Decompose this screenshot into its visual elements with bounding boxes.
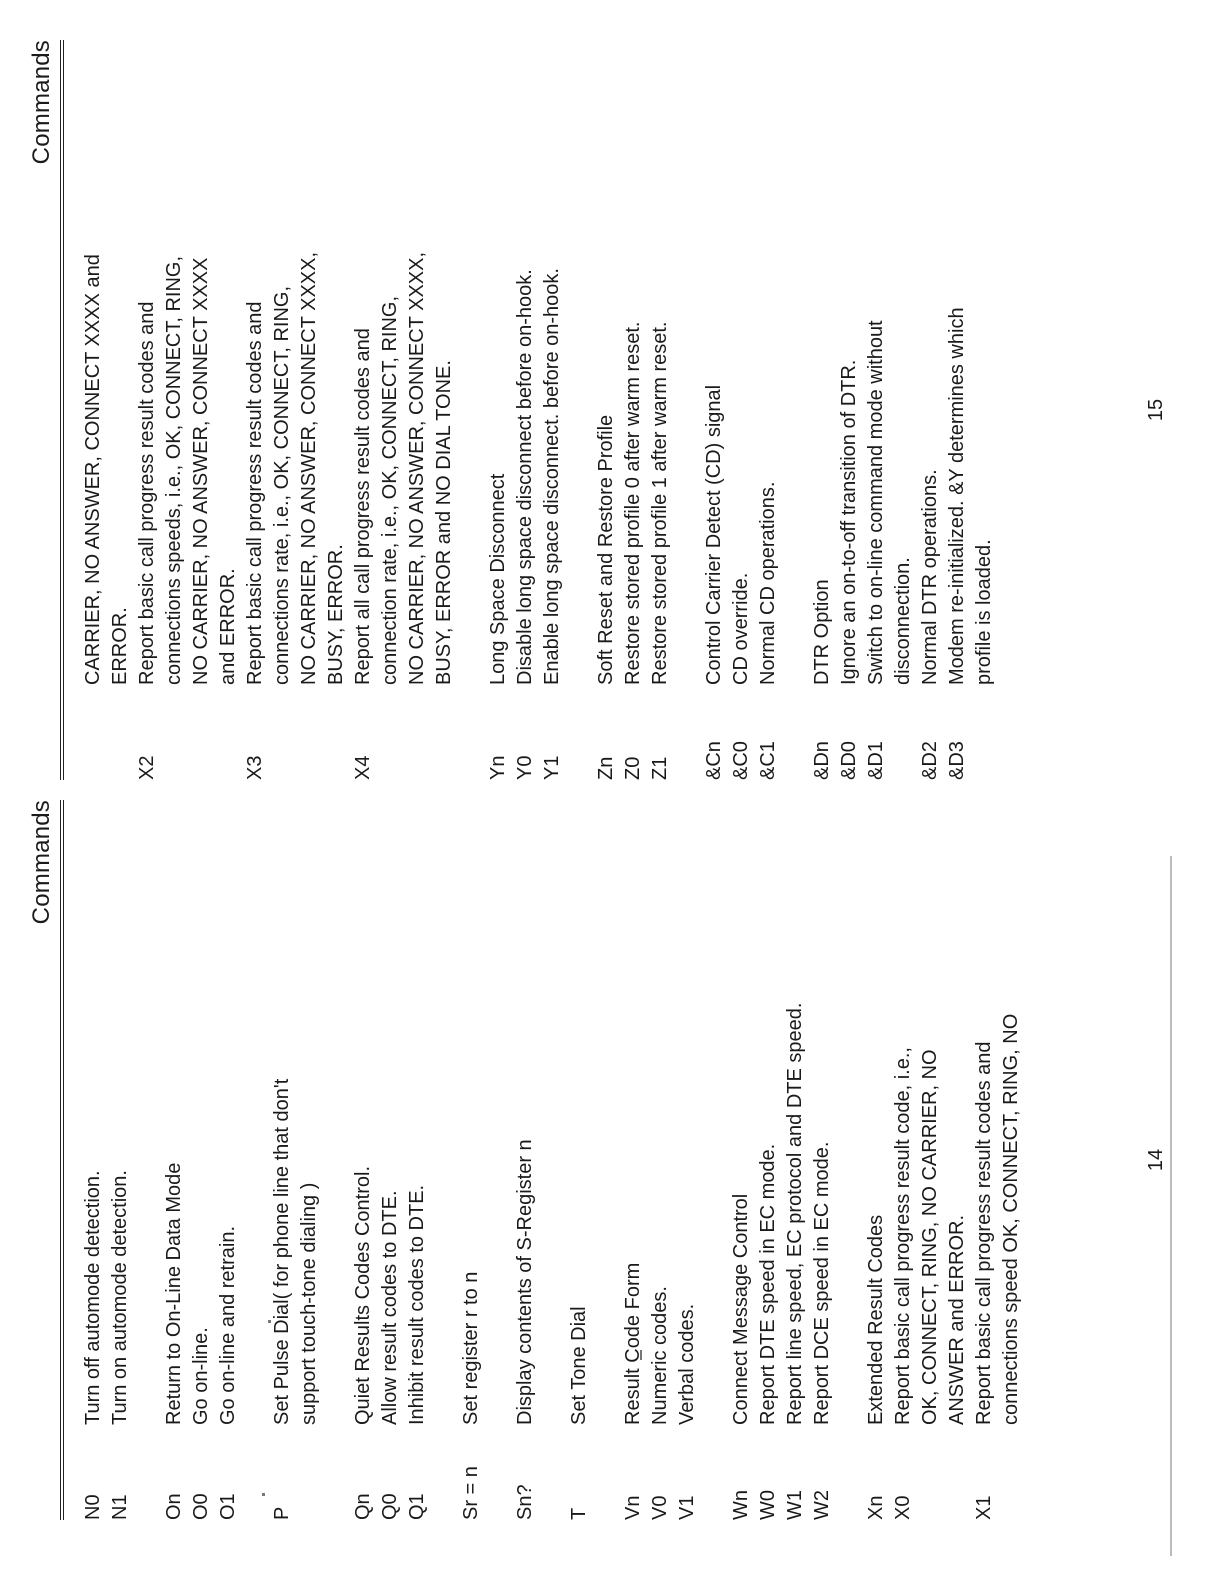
command-row [269,800,296,1520]
command-description: Turn off automode detection. [82,1170,104,1425]
command-code: V0 [649,1495,671,1520]
command-description: Verbal codes. [676,1303,698,1425]
command-code: T [568,1507,590,1520]
command-description: Normal DTR operations. [919,469,941,685]
command-row [944,800,971,1520]
command-description: Long Space Disconnect [487,473,509,685]
command-code: Zn [595,756,617,780]
command-code: Vn [622,1495,644,1520]
command-row [620,800,647,1520]
command-description: Report DCE speed in EC mode. [811,1141,833,1425]
command-description: Quiet Results Codes Control. [352,1165,374,1425]
command-code [215,685,242,780]
command-code: Yn [487,755,509,780]
command-row [188,40,215,780]
command-row [458,800,485,1520]
command-row [134,40,161,780]
command-description: NO CARRIER, NO ANSWER, CONNECT XXXX [190,257,212,685]
command-description: Go on-line. [190,1327,212,1425]
command-description: Report all call progress result codes and [352,328,374,685]
command-code: X2 [136,755,158,780]
command-row [539,40,566,780]
command-code: W0 [757,1490,779,1520]
command-row [863,800,890,1520]
command-code: N0 [82,1494,104,1520]
command-description: disconnection. [892,557,914,685]
command-code: X1 [973,1495,995,1520]
command-description: Result Code Form [622,1262,644,1425]
command-code: Z0 [622,756,644,780]
command-description: ANSWER and ERROR. [946,1214,968,1425]
command-row [404,800,431,1520]
command-code [296,1425,323,1520]
command-row [890,40,917,780]
command-code [161,685,188,780]
command-description: Restore stored profile 0 after warm reset. [622,321,644,685]
command-row [728,40,755,780]
command-code [944,1425,971,1520]
command-description: Allow result codes to DTE. [379,1190,401,1425]
command-row [701,40,728,780]
command-description: CARRIER, NO ANSWER, CONNECT XXXX and [82,254,104,685]
command-description: connections rate, i.e., OK, CONNECT, RING, [271,285,293,685]
command-row [728,800,755,1520]
command-description: profile is loaded. [973,539,995,685]
command-code: Qn [352,1493,374,1520]
command-code [917,1425,944,1520]
command-description: Report basic call progress result code, i.e., [892,1047,914,1425]
command-row [107,40,134,780]
command-row [971,40,998,780]
command-description: Return to On-Line Data Mode [163,1162,185,1425]
command-code: &Dn [811,741,833,780]
command-code [971,685,998,780]
command-description: NO CARRIER, NO ANSWER, CONNECT XXXX, [298,251,320,685]
command-description: Go on-line and retrain. [217,1225,239,1425]
command-code [998,1425,1025,1520]
command-code [890,685,917,780]
left-page-title: Commands [28,800,55,925]
entry-spacer [782,40,809,780]
command-code: Q1 [406,1493,428,1520]
command-description: BUSY, ERROR and NO DIAL TONE. [433,360,455,685]
command-code: Wn [730,1490,752,1520]
command-row [161,800,188,1520]
command-description: connections speed OK, CONNECT, RING, NO [1000,1013,1022,1425]
command-description: Turn on automode detection. [109,1170,131,1425]
command-code: X0 [892,1495,914,1520]
command-code: W2 [811,1490,833,1520]
entry-spacer [701,800,728,1520]
command-code: X3 [244,755,266,780]
command-code [80,685,107,780]
command-row [782,800,809,1520]
entry-spacer [242,800,269,1520]
command-code: &D3 [946,741,968,780]
command-description: Connect Message Control [730,1193,752,1425]
left-page-header [10,800,64,1520]
command-code [296,685,323,780]
command-description: BUSY, ERROR. [325,544,347,685]
command-code: Sn? [514,1484,536,1520]
command-code: V1 [676,1495,698,1520]
command-code [323,685,350,780]
command-code: W1 [784,1490,806,1520]
command-row [485,40,512,780]
command-code: &C0 [730,741,752,780]
command-description: CD override. [730,572,752,685]
command-code: &D2 [919,741,941,780]
command-description: DTR Option [811,579,833,685]
command-row [755,40,782,780]
right-page-header [10,40,64,780]
command-row [944,40,971,780]
command-row [593,40,620,780]
command-code: Z1 [649,756,671,780]
command-row [242,40,269,780]
command-description: Soft Reset and Restore Profile [595,414,617,685]
command-code [107,685,134,780]
command-description: Set register r to n [460,1271,482,1425]
command-description: Enable long space disconnect. before on-hook. [541,268,563,685]
command-description: Disable long space disconnect before on-hook. [514,269,536,685]
command-description: Report basic call progress result codes and [136,301,158,685]
entry-spacer [431,800,458,1520]
command-code: &D1 [865,741,887,780]
command-description: Modem re-initialized. &Y determines which [946,307,968,685]
command-row [890,800,917,1520]
command-row [512,40,539,780]
command-code: Xn [865,1495,887,1520]
command-description: Report basic call progress result codes and [244,301,266,685]
command-row [215,40,242,780]
command-code: On [163,1493,185,1520]
command-description: Report basic call progress result codes and [973,1041,995,1425]
command-row [188,800,215,1520]
right-command-list [80,40,998,780]
command-row [566,800,593,1520]
command-description: Report DTE speed in EC mode. [757,1143,779,1425]
command-code: &Cn [703,741,725,780]
command-description: connection rate, i.e., OK, CONNECT, RING, [379,295,401,685]
command-code [377,685,404,780]
command-description: Set Pulse Dial( for phone line that don't [271,1078,293,1425]
entry-spacer [323,800,350,1520]
command-description: and ERROR. [217,568,239,685]
command-code: O1 [217,1493,239,1520]
command-description: Numeric codes. [649,1286,671,1425]
entry-spacer [539,800,566,1520]
command-row [620,40,647,780]
command-code: X4 [352,755,374,780]
entry-spacer [593,800,620,1520]
command-description: Inhibit result codes to DTE. [406,1184,428,1425]
command-row [296,40,323,780]
command-description: ERROR. [109,607,131,685]
command-code: &C1 [757,741,779,780]
left-command-list [80,800,1025,1520]
command-row [107,800,134,1520]
entry-spacer [458,40,485,780]
entry-spacer [134,800,161,1520]
entry-spacer [674,40,701,780]
command-row [80,800,107,1520]
command-row [647,40,674,780]
command-row [917,40,944,780]
command-description: Control Carrier Detect (CD) signal [703,384,725,685]
command-code: O0 [190,1493,212,1520]
command-code: Y1 [541,755,563,780]
command-description: Display contents of S-Register n [514,1139,536,1425]
command-row [350,40,377,780]
command-description: Report line speed, EC protocol and DTE speed. [784,1002,806,1425]
right-page [0,40,1224,780]
command-description: Restore stored profile 1 after warm reset. [649,321,671,685]
command-description: OK, CONNECT, RING, NO CARRIER, NO [919,1049,941,1425]
command-row [917,800,944,1520]
command-row [755,800,782,1520]
command-code: Sr = n [460,1466,482,1520]
command-row [863,40,890,780]
command-row [296,800,323,1520]
command-code [404,685,431,780]
right-page-number: 15 [1145,398,1167,422]
command-description: Extended Result Codes [865,1214,887,1425]
command-code: Y0 [514,755,536,780]
command-row [647,800,674,1520]
command-row [836,40,863,780]
command-row [404,40,431,780]
entry-spacer [836,800,863,1520]
command-row [377,40,404,780]
rotated-spread [0,20,1224,1560]
command-row [512,800,539,1520]
command-row [674,800,701,1520]
command-code: N1 [109,1494,131,1520]
command-description: connections speeds, i.e., OK, CONNECT, RING, [163,255,185,685]
entry-spacer [566,40,593,780]
command-code [431,685,458,780]
command-row [971,800,998,1520]
command-row [431,40,458,780]
left-page [0,800,1224,1520]
command-row [215,800,242,1520]
command-row [80,40,107,780]
command-code [188,685,215,780]
command-row [269,40,296,780]
entry-spacer [485,800,512,1520]
command-code: Q0 [379,1493,401,1520]
right-page-title: Commands [28,40,55,165]
command-row [161,40,188,780]
command-row [809,800,836,1520]
command-description: NO CARRIER, NO ANSWER, CONNECT XXXX, [406,251,428,685]
command-description: Normal CD operations. [757,481,779,685]
command-description: support touch-tone dialing ) [298,1182,320,1425]
command-description: Switch to on-line command mode without [865,320,887,685]
command-code: P [271,1506,293,1520]
command-row [323,40,350,780]
command-row [377,800,404,1520]
command-row [998,800,1025,1520]
command-code: &D0 [838,741,860,780]
command-code [269,685,296,780]
command-description: Set Tone Dial [568,1306,590,1425]
left-page-number: 14 [1145,1148,1167,1172]
command-description: Ignore an on-to-off transition of DTR. [838,359,860,685]
command-row [350,800,377,1520]
command-row [809,40,836,780]
